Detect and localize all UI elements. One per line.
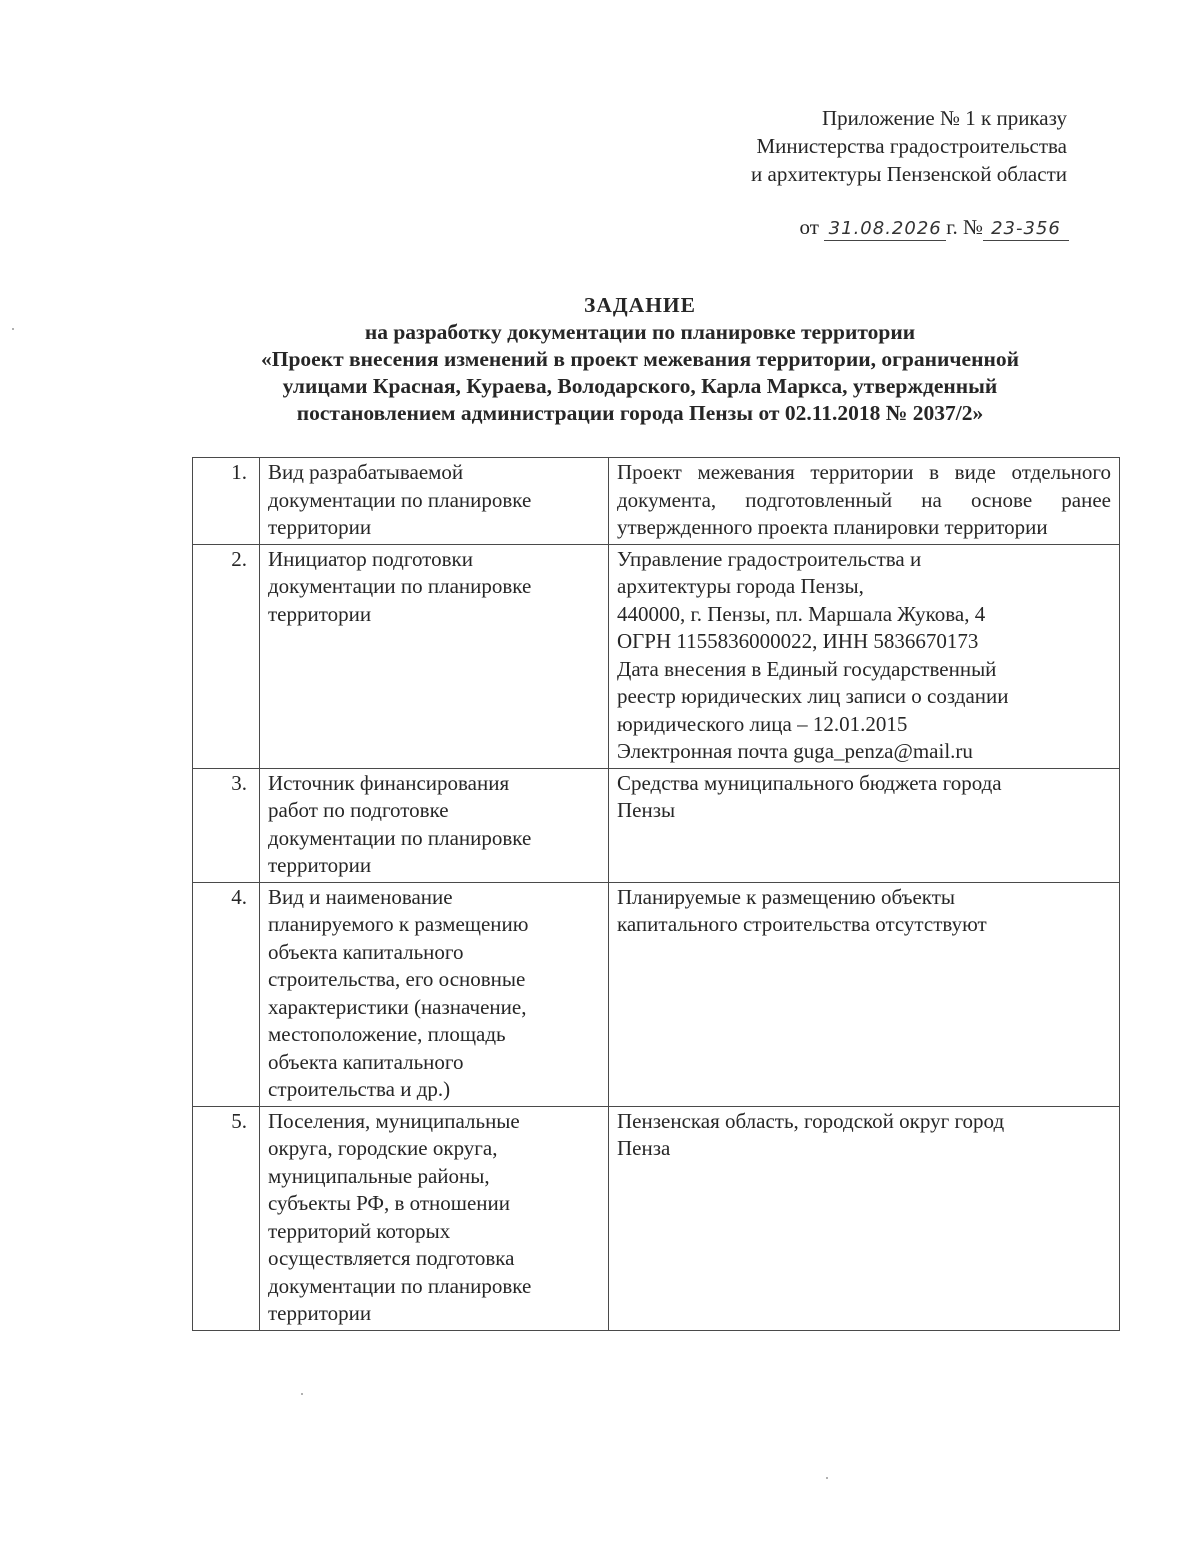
task-table bbox=[192, 457, 1120, 1331]
row-value bbox=[609, 1106, 1120, 1330]
value-line: Управление градостроительства и bbox=[617, 546, 922, 571]
email-line: Электронная почта guga_penza@mail.ru bbox=[617, 739, 973, 763]
appendix-line-1: Приложение № 1 к приказу bbox=[822, 106, 1067, 130]
appendix-header bbox=[751, 104, 1067, 188]
row-name bbox=[260, 458, 609, 545]
name-line: муниципальные районы, bbox=[268, 1163, 490, 1188]
name-line: территории bbox=[268, 515, 372, 539]
title-line-4: постановлением администрации города Пензы от 02.11.2018 № 2037/2» bbox=[296, 401, 984, 425]
title-line-2: «Проект внесения изменений в проект межевания территории, ограниченной bbox=[261, 347, 1019, 371]
table-row bbox=[193, 544, 1120, 768]
scan-speck bbox=[12, 328, 14, 330]
table-row bbox=[193, 882, 1120, 1106]
name-line: работ по подготовке bbox=[268, 798, 449, 822]
row-value bbox=[609, 882, 1120, 1106]
row-value: Проект межевания территории в виде отдельного документа, подготовленный на основе ранее утвержденного проекта планировки территории bbox=[609, 458, 1120, 545]
order-reference bbox=[800, 214, 1069, 241]
name-line: субъекты РФ, в отношении bbox=[268, 1191, 510, 1215]
row-name bbox=[260, 1106, 609, 1330]
scan-speck bbox=[301, 1393, 303, 1395]
name-line: территории bbox=[268, 853, 372, 877]
row-number: 2. bbox=[193, 544, 260, 768]
name-line: территории bbox=[268, 1301, 372, 1325]
number-label: № bbox=[962, 215, 983, 239]
value-line: капитального строительства отсутствуют bbox=[617, 912, 987, 936]
value-line: Пенза bbox=[617, 1136, 671, 1160]
order-number: 23-356 bbox=[983, 218, 1069, 241]
name-line: документации по планировке bbox=[268, 1273, 532, 1298]
name-line: планируемого к размещению bbox=[268, 912, 529, 936]
value-line: Дата внесения в Единый государственный bbox=[617, 656, 997, 681]
row-value bbox=[609, 768, 1120, 882]
order-date: 31.08.2026 bbox=[824, 218, 946, 241]
row-name bbox=[260, 544, 609, 768]
name-line: территорий которых bbox=[268, 1218, 451, 1243]
appendix-line-3: и архитектуры Пензенской области bbox=[751, 162, 1067, 186]
year-suffix: г. bbox=[946, 215, 958, 239]
scan-speck bbox=[826, 1477, 828, 1479]
value-line: реестр юридических лиц записи о создании bbox=[617, 684, 1009, 708]
title-line-3: улицами Красная, Кураева, Володарского, Карла Маркса, утвержденный bbox=[282, 374, 998, 398]
table-row bbox=[193, 768, 1120, 882]
name-line: местоположение, площадь bbox=[268, 1022, 506, 1046]
name-line: Источник финансирования bbox=[268, 770, 510, 795]
row-number: 5. bbox=[193, 1106, 260, 1330]
value-line: юридического лица – 12.01.2015 bbox=[617, 711, 908, 736]
name-line: характеристики (назначение, bbox=[268, 994, 527, 1019]
row-value bbox=[609, 544, 1120, 768]
document-title bbox=[140, 292, 1140, 427]
value-line: Пензы bbox=[617, 798, 676, 822]
table-row bbox=[193, 1106, 1120, 1330]
from-label: от bbox=[799, 215, 819, 239]
name-line: объекта капитального bbox=[268, 939, 464, 964]
name-line: Вид и наименование bbox=[268, 884, 453, 909]
title-main: ЗАДАНИЕ bbox=[584, 293, 696, 317]
title-line-1: на разработку документации по планировке территории bbox=[364, 320, 916, 344]
name-line: документации по планировке bbox=[268, 825, 532, 850]
name-line: Поселения, муниципальные bbox=[268, 1108, 520, 1133]
name-line: Вид разрабатываемой bbox=[268, 460, 464, 484]
row-name bbox=[260, 768, 609, 882]
value-line: 440000, г. Пензы, пл. Маршала Жукова, 4 bbox=[617, 601, 986, 626]
row-number: 3. bbox=[193, 768, 260, 882]
value-line: архитектуры города Пензы, bbox=[617, 574, 864, 598]
name-line: документации по планировке bbox=[268, 487, 532, 512]
table-row bbox=[193, 458, 1120, 545]
row-name bbox=[260, 882, 609, 1106]
name-line: объекта капитального bbox=[268, 1049, 464, 1074]
name-line: осуществляется подготовка bbox=[268, 1246, 515, 1270]
name-line: документации по планировке bbox=[268, 574, 532, 598]
name-line: Инициатор подготовки bbox=[268, 546, 473, 571]
value-line: Средства муниципального бюджета города bbox=[617, 770, 1002, 795]
value-line: Пензенская область, городской округ город bbox=[617, 1108, 1005, 1133]
name-line: строительства, его основные bbox=[268, 967, 526, 991]
value-line: ОГРН 1155836000022, ИНН 5836670173 bbox=[617, 629, 979, 653]
row-number: 4. bbox=[193, 882, 260, 1106]
row-number: 1. bbox=[193, 458, 260, 545]
name-line: округа, городские округа, bbox=[268, 1136, 498, 1160]
appendix-line-2: Министерства градостроительства bbox=[756, 134, 1067, 158]
value-line: Планируемые к размещению объекты bbox=[617, 884, 956, 909]
name-line: строительства и др.) bbox=[268, 1077, 451, 1101]
name-line: территории bbox=[268, 601, 372, 626]
